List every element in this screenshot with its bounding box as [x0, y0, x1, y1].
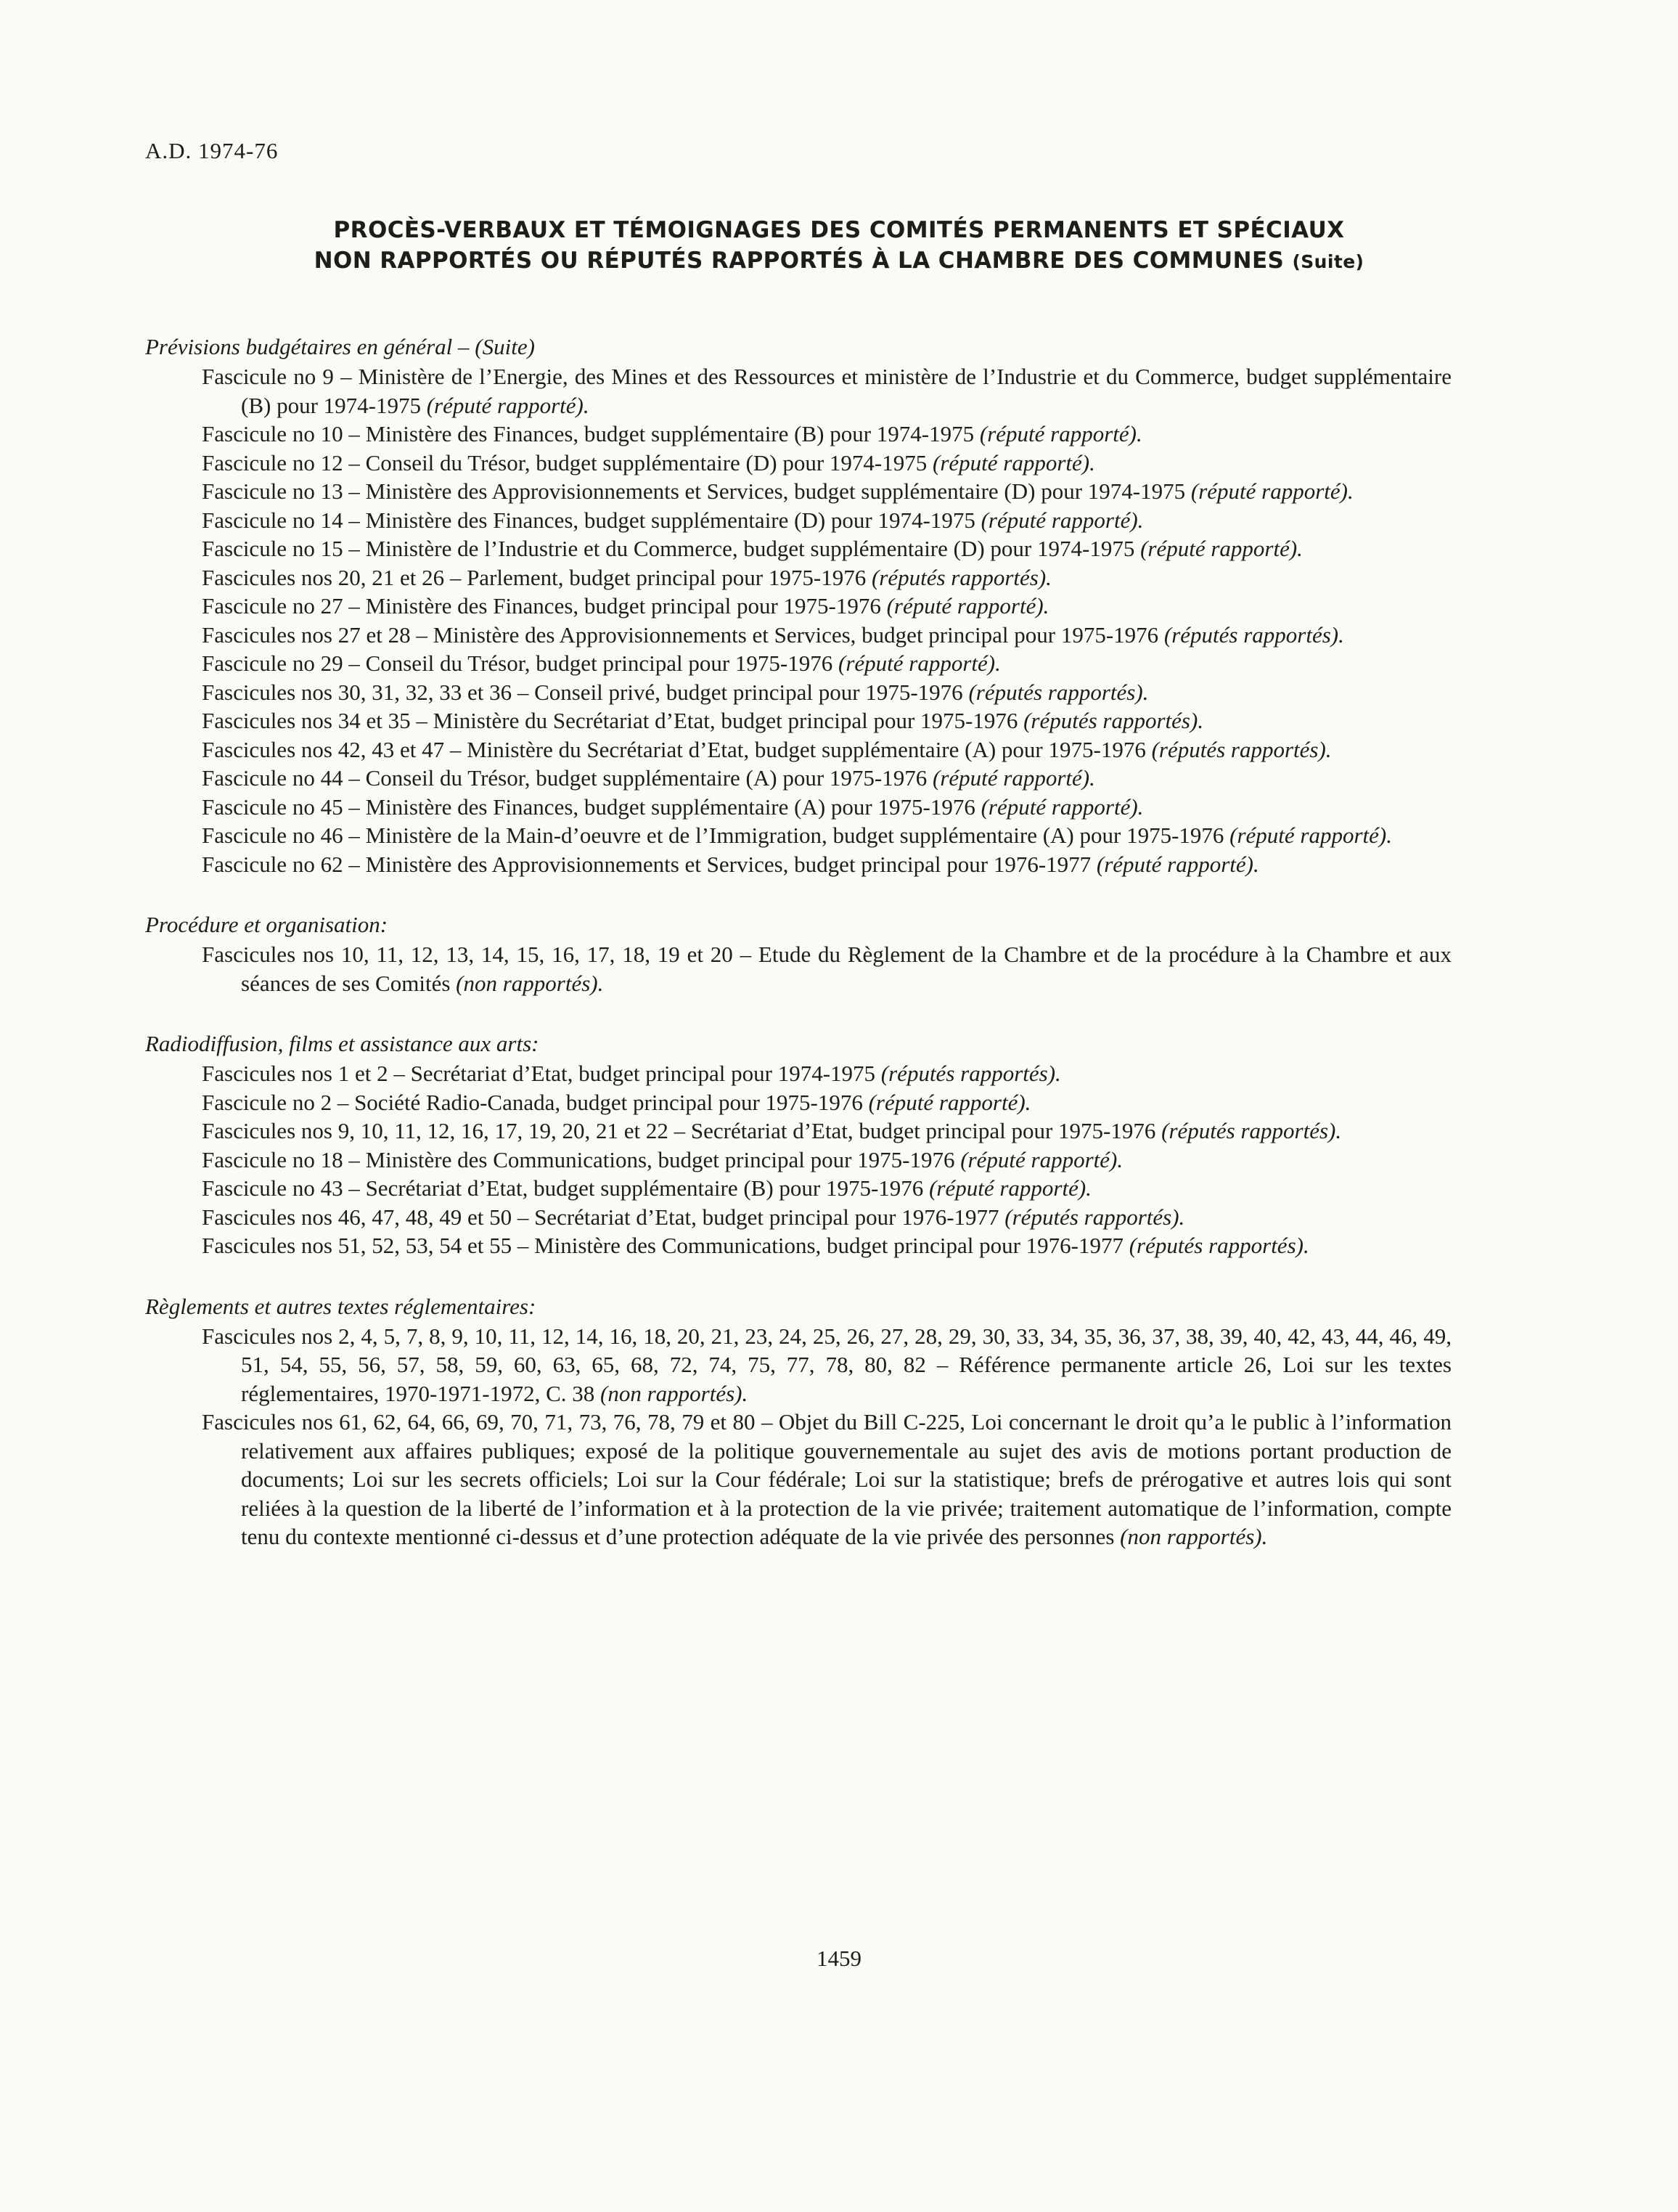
entry-status: (réputés rapportés). [968, 679, 1149, 705]
entry-status: (non rapportés). [600, 1380, 748, 1406]
entry-status: (réputé rapporté). [929, 1175, 1092, 1201]
section [145, 1292, 1452, 1551]
entry-status: (réputés rapportés). [871, 564, 1052, 590]
entry [145, 678, 1452, 707]
section [145, 1029, 1452, 1260]
entry [145, 1322, 1452, 1408]
entry-text: Fascicule no 45 – Ministère des Finances, budget supplémentaire (A) pour 1975-1976 [202, 793, 981, 820]
entry-text: Fascicules nos 34 et 35 – Ministère du Secrétariat d’Etat, budget principal pour 1975-1976 [202, 708, 1024, 733]
entry-text: Fascicule no 27 – Ministère des Finances, budget principal pour 1975-1976 [202, 593, 887, 619]
entry-text: Fascicule no 10 – Ministère des Finances, budget supplémentaire (B) pour 1974-1975 [202, 421, 980, 446]
entry [145, 850, 1452, 879]
entry [145, 506, 1452, 535]
entry-status: (réputés rapportés). [1163, 621, 1344, 648]
entry-status: (réputé rapporté). [981, 507, 1144, 533]
title-line-2 [0, 245, 1678, 277]
section-heading: Prévisions budgétaires en général – (Suite) [145, 334, 535, 359]
entry-status: (réputé rapporté). [1140, 536, 1303, 561]
entry-status: (réputé rapporté). [838, 650, 1001, 676]
entry-text: Fascicules nos 2, 4, 5, 7, 8, 9, 10, 11, 12, 14, 16, 18, 20, 21, 23, 24, 25, 26, 27, 28, 29, 30, 33, 34, 35, 36, 37, 38, 39, 40, 42, 43, 44, 46, 49, 51, 54, 55, 56, 57, 58, 59, 60, 63, 65, 68, 72, 74, 75, 77, 78, 80, 82 – Référence permanente article 26, Loi sur les textes réglementaires, 1970-1971-1972, C. 38 [202, 1323, 1452, 1406]
entry-status: (réputés rapportés). [1151, 736, 1332, 762]
entry [145, 1174, 1452, 1203]
entry-status: (réputés rapportés). [1004, 1204, 1185, 1230]
entry-text: Fascicules nos 10, 11, 12, 13, 14, 15, 16, 17, 18, 19 et 20 – Etude du Règlement de la Chambre et de la procédure à la Chambre et aux séances de ses Comités [202, 942, 1452, 996]
section [145, 332, 1452, 878]
entry [145, 821, 1452, 850]
entry [145, 706, 1452, 735]
entry-status: (réputé rapporté). [960, 1146, 1124, 1172]
entry [145, 621, 1452, 650]
entry-text: Fascicule no 9 – Ministère de l’Energie, des Mines et des Ressources et ministère de l’Industrie et du Commerce, budget supplémentaire (B) pour 1974-1975 [202, 364, 1452, 418]
entry [145, 764, 1452, 793]
entry-text: Fascicule no 18 – Ministère des Communications, budget principal pour 1975-1976 [202, 1146, 961, 1172]
entry [145, 362, 1452, 420]
entry-status: (réputé rapporté). [886, 593, 1049, 619]
entry-status: (réputés rapportés). [880, 1061, 1061, 1086]
entry-status: (réputé rapporté). [979, 421, 1142, 446]
entry [145, 1146, 1452, 1175]
entry [145, 1203, 1452, 1232]
entry-text: Fascicules nos 61, 62, 64, 66, 69, 70, 71, 73, 76, 78, 79 et 80 – Objet du Bill C-225, Loi concernant le droit qu’a le public à l’information relativement aux affaires publiques; exposé de la politique gouvernementale au sujet des avis de motions portant production de documents; Loi sur les secrets officiels; Loi sur la Cour fédérale; Loi sur la statistique; brefs de prérogative et autres lois qui sont reliées à la question de la liberté de l’information et à la protection de la vie privée; traitement automatique de l’information, compte tenu du contexte mentionné ci-dessus et d’une protection adéquate de la vie privée des personnes [202, 1409, 1452, 1549]
entry-status: (réputé rapporté). [868, 1089, 1031, 1115]
title-line-2-text: NON RAPPORTÉS OU RÉPUTÉS RAPPORTÉS À LA CHAMBRE DES COMMUNES [314, 248, 1285, 274]
entry [145, 1117, 1452, 1146]
entry-text: Fascicule no 2 – Société Radio-Canada, budget principal pour 1975-1976 [202, 1089, 869, 1115]
entry [145, 420, 1452, 449]
entry-text: Fascicules nos 30, 31, 32, 33 et 36 – Conseil privé, budget principal pour 1975-1976 [202, 679, 969, 705]
entry-status: (réputé rapporté). [426, 392, 589, 418]
entry-status: (réputés rapportés). [1129, 1233, 1309, 1258]
section-heading: Radiodiffusion, films et assistance aux arts: [145, 1031, 539, 1056]
entry-status: (réputé rapporté). [933, 765, 1095, 791]
entry [145, 534, 1452, 563]
entry-text: Fascicules nos 9, 10, 11, 12, 16, 17, 19, 20, 21 et 22 – Secrétariat d’Etat, budget principal pour 1975-1976 [202, 1118, 1162, 1143]
entry-text: Fascicules nos 27 et 28 – Ministère des Approvisionnements et Services, budget principal pour 1975-1976 [202, 621, 1164, 648]
entry-text: Fascicule no 13 – Ministère des Approvisionnements et Services, budget supplémentaire (D) pour 1974-1975 [202, 478, 1191, 504]
page-title [0, 215, 1678, 277]
entry-text: Fascicule no 44 – Conseil du Trésor, budget supplémentaire (A) pour 1975-1976 [202, 765, 933, 791]
entry-status: (non rapportés). [1120, 1524, 1268, 1549]
entry [145, 735, 1452, 764]
entry-status: (réputé rapporté). [933, 449, 1095, 476]
document-body [145, 332, 1452, 1583]
entry-text: Fascicules nos 20, 21 et 26 – Parlement, budget principal pour 1975-1976 [202, 564, 872, 590]
entry-status: (non rapportés). [456, 970, 604, 996]
entry-text: Fascicules nos 1 et 2 – Secrétariat d’Etat, budget principal pour 1974-1975 [202, 1061, 881, 1086]
page-number: 1459 [817, 1946, 861, 1971]
entry [145, 793, 1452, 822]
entry [145, 1059, 1452, 1088]
entry-status: (réputé rapporté). [981, 793, 1144, 820]
section [145, 910, 1452, 997]
entry-status: (réputé rapporté). [1096, 851, 1259, 877]
entry [145, 940, 1452, 997]
entry-text: Fascicule no 29 – Conseil du Trésor, budget principal pour 1975-1976 [202, 650, 839, 676]
entry [145, 649, 1452, 678]
entry-text: Fascicule no 14 – Ministère des Finances, budget supplémentaire (D) pour 1974-1975 [202, 507, 981, 533]
entry [145, 1231, 1452, 1260]
entry-text: Fascicule no 62 – Ministère des Approvisionnements et Services, budget principal pour 1976-1977 [202, 851, 1097, 877]
entry [145, 477, 1452, 506]
entry-text: Fascicule no 46 – Ministère de la Main-d’oeuvre et de l’Immigration, budget supplémentaire (A) pour 1975-1976 [202, 823, 1230, 848]
title-line-1: PROCÈS-VERBAUX ET TÉMOIGNAGES DES COMITÉS PERMANENTS ET SPÉCIAUX [333, 217, 1345, 243]
entry-text: Fascicules nos 46, 47, 48, 49 et 50 – Secrétariat d’Etat, budget principal pour 1976-1977 [202, 1204, 1005, 1230]
entry [145, 563, 1452, 592]
entry-text: Fascicule no 12 – Conseil du Trésor, budget supplémentaire (D) pour 1974-1975 [202, 449, 933, 476]
entry [145, 592, 1452, 621]
entry-status: (réputés rapportés). [1161, 1118, 1342, 1143]
entry [145, 1408, 1452, 1551]
entry-status: (réputé rapporté). [1229, 823, 1392, 848]
section-heading: Procédure et organisation: [145, 912, 388, 937]
title-suite: (Suite) [1292, 251, 1364, 272]
entry [145, 449, 1452, 478]
entry-status: (réputé rapporté). [1190, 478, 1354, 504]
entry-text: Fascicules nos 51, 52, 53, 54 et 55 – Ministère des Communications, budget principal pour 1976-1977 [202, 1233, 1129, 1258]
session-label: A.D. 1974-76 [145, 138, 279, 163]
section-heading: Règlements et autres textes réglementaires: [145, 1293, 536, 1319]
entry-text: Fascicules nos 42, 43 et 47 – Ministère du Secrétariat d’Etat, budget supplémentaire (A) pour 1975-1976 [202, 736, 1152, 762]
entry [145, 1088, 1452, 1117]
entry-text: Fascicule no 15 – Ministère de l’Industrie et du Commerce, budget supplémentaire (D) pour 1974-1975 [202, 536, 1141, 561]
entry-text: Fascicule no 43 – Secrétariat d’Etat, budget supplémentaire (B) pour 1975-1976 [202, 1175, 930, 1201]
entry-status: (réputés rapportés). [1023, 708, 1204, 733]
